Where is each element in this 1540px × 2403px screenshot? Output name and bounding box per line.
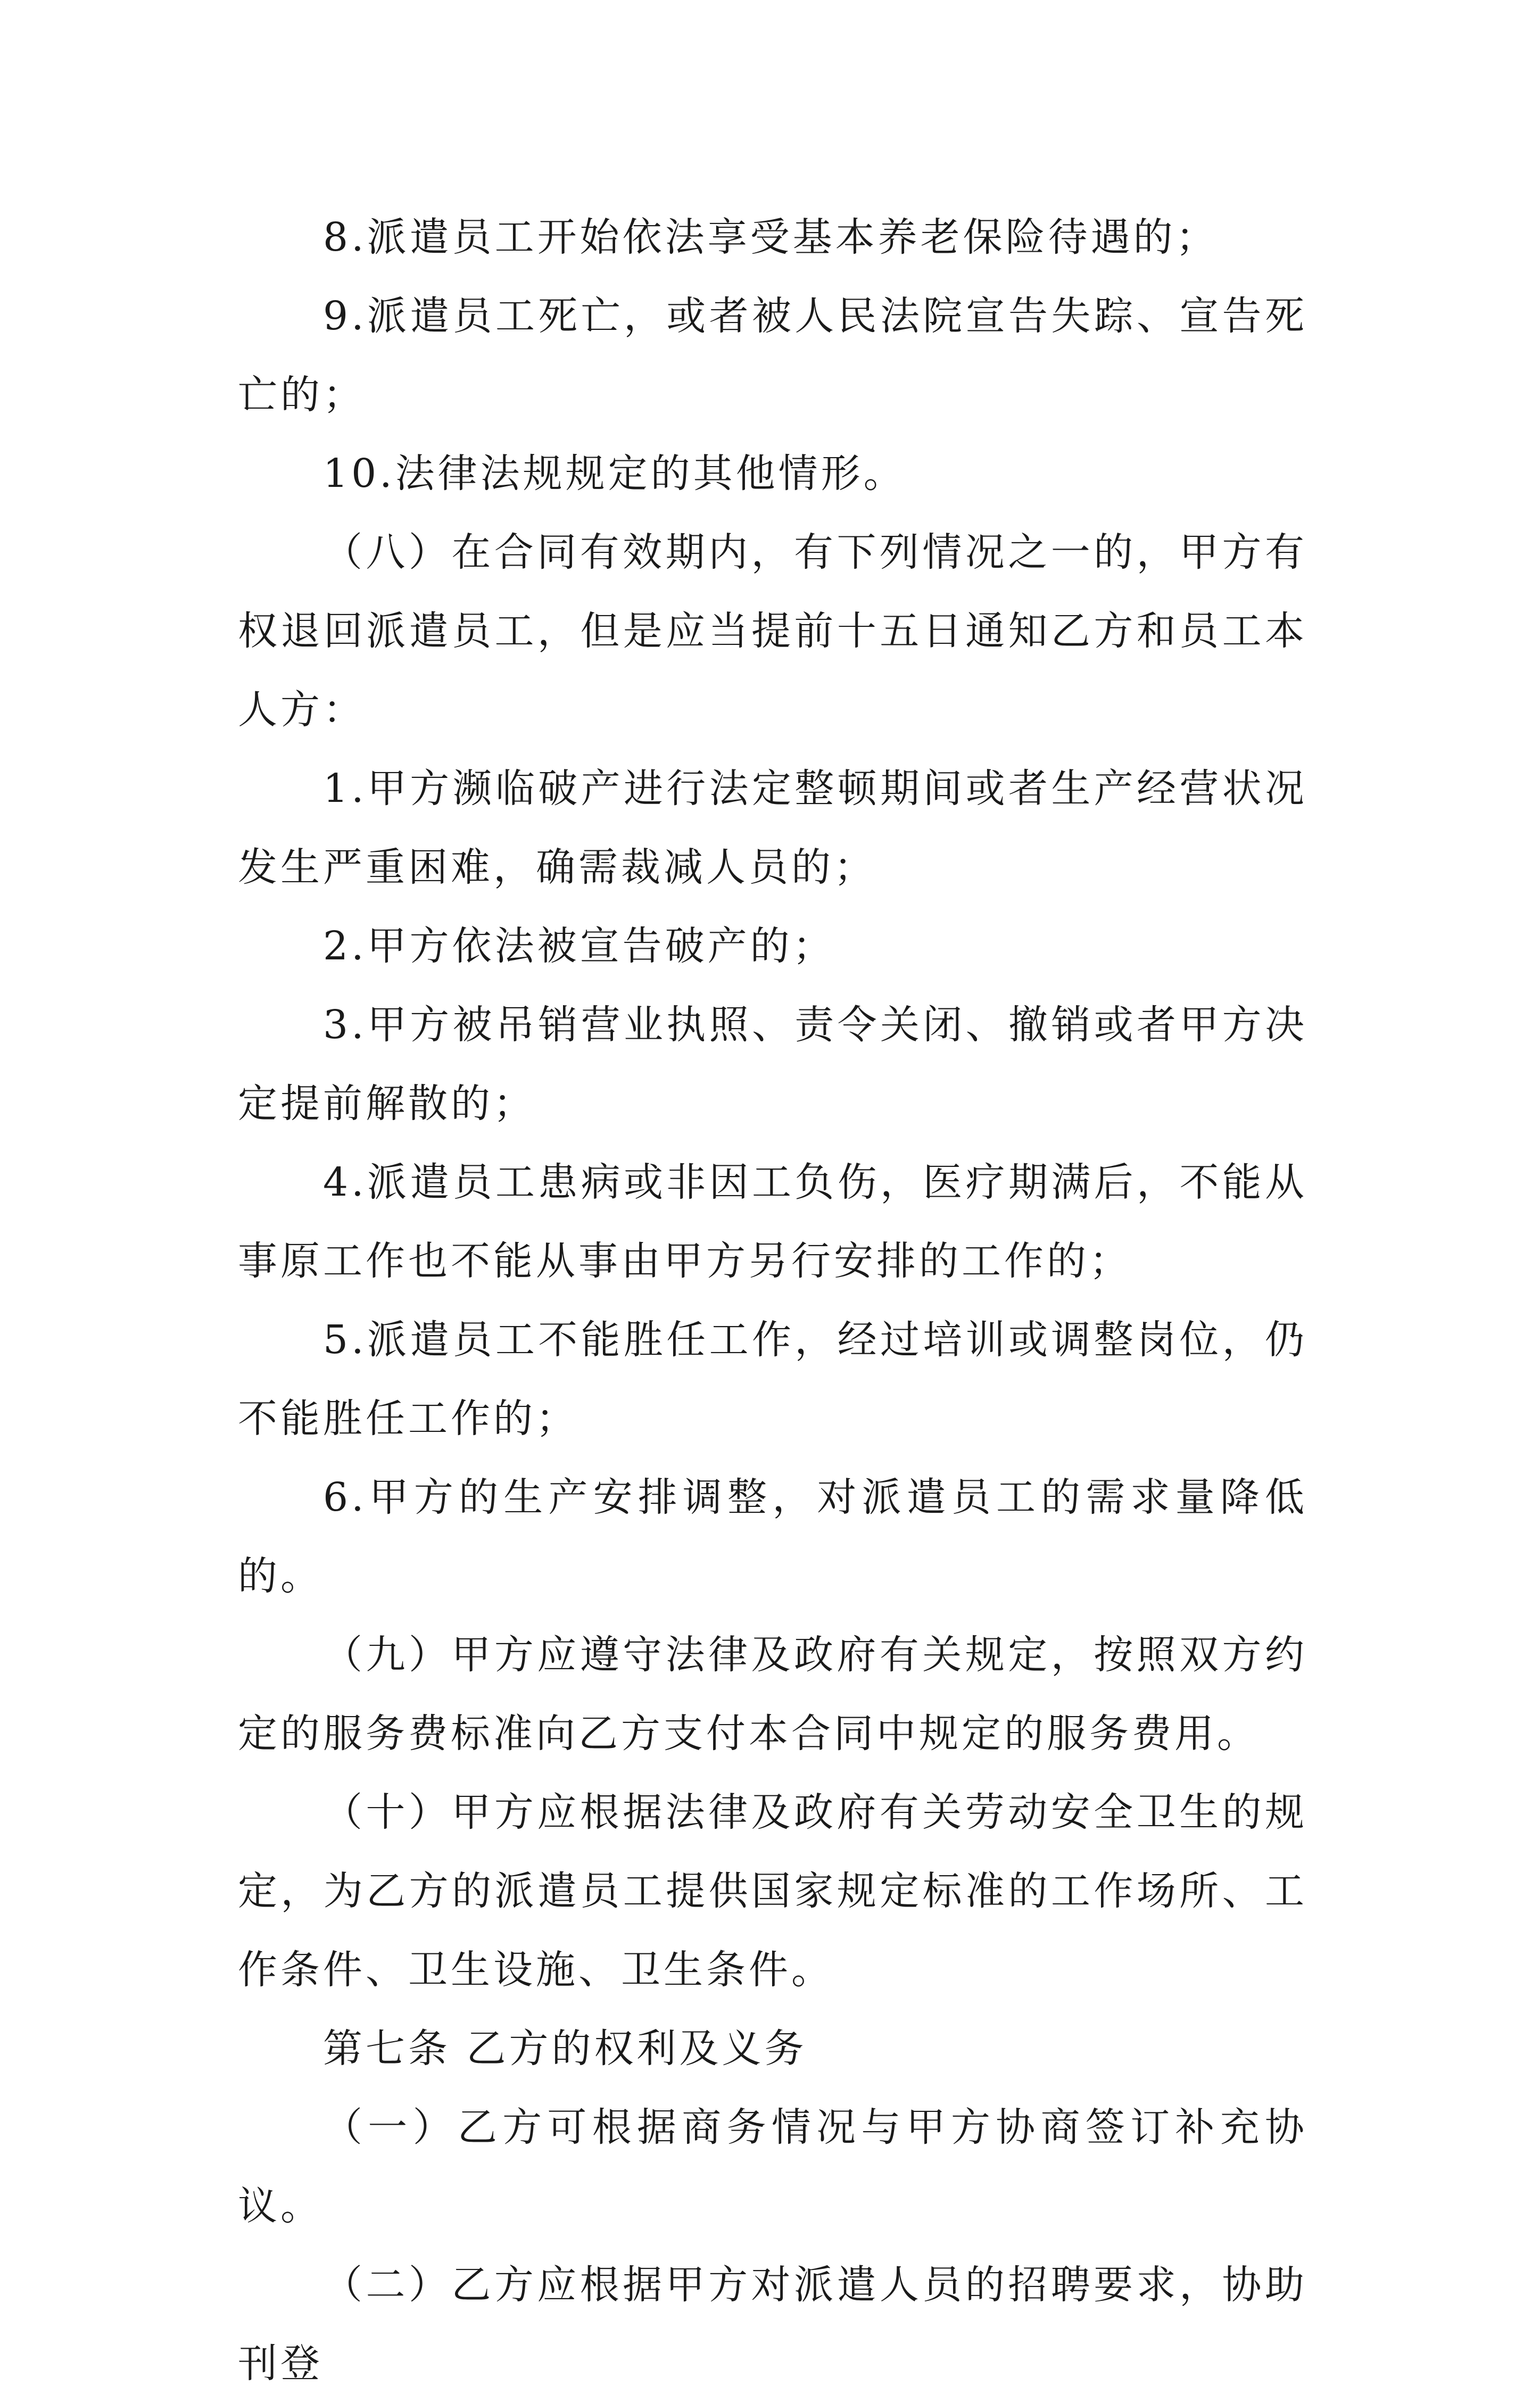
- paragraph-item-10: 10.法律法规规定的其他情形。: [323, 451, 906, 496]
- document-body: [238, 198, 1307, 2403]
- paragraph-party-b-clause-1: （一）乙方可根据商务情况与甲方协商签订补充协议。: [238, 2104, 1307, 2229]
- paragraph-party-b-clause-2: （二）乙方应根据甲方对派遣人员的招聘要求，协助刊登: [238, 2262, 1307, 2387]
- paragraph-item-3: 3.甲方被吊销营业执照、责令关闭、撤销或者甲方决定提前解散的；: [238, 1002, 1307, 1126]
- paragraph-item-4: 4.派遣员工患病或非因工负伤，医疗期满后，不能从事原工作也不能从事由甲方另行安排的工作的；: [238, 1159, 1307, 1284]
- section-heading-article-7: 第七条 乙方的权利及义务: [323, 2026, 807, 2071]
- paragraph-item-1: 1.甲方濒临破产进行法定整顿期间或者生产经营状况发生严重困难，确需裁减人员的；: [238, 766, 1307, 890]
- paragraph-item-2: 2.甲方依法被宣告破产的；: [323, 923, 835, 969]
- paragraph-clause-9: （九）甲方应遵守法律及政府有关规定，按照双方约定的服务费标准向乙方支付本合同中规定的服务费用。: [238, 1632, 1307, 1756]
- paragraph-clause-8: （八）在合同有效期内，有下列情况之一的，甲方有权退回派遣员工，但是应当提前十五日通知乙方和员工本人方：: [238, 529, 1307, 733]
- paragraph-item-6: 6.甲方的生产安排调整，对派遣员工的需求量降低的。: [238, 1474, 1307, 1599]
- paragraph-clause-10: （十）甲方应根据法律及政府有关劳动安全卫生的规定，为乙方的派遣员工提供国家规定标准的工作场所、工作条件、卫生设施、卫生条件。: [238, 1789, 1307, 1993]
- paragraph-item-5: 5.派遣员工不能胜任工作，经过培训或调整岗位，仍不能胜任工作的；: [238, 1317, 1307, 1441]
- paragraph-item-8: 8.派遣员工开始依法享受基本养老保险待遇的；: [323, 214, 1219, 260]
- paragraph-item-9: 9.派遣员工死亡，或者被人民法院宣告失踪、宣告死亡的；: [238, 293, 1307, 418]
